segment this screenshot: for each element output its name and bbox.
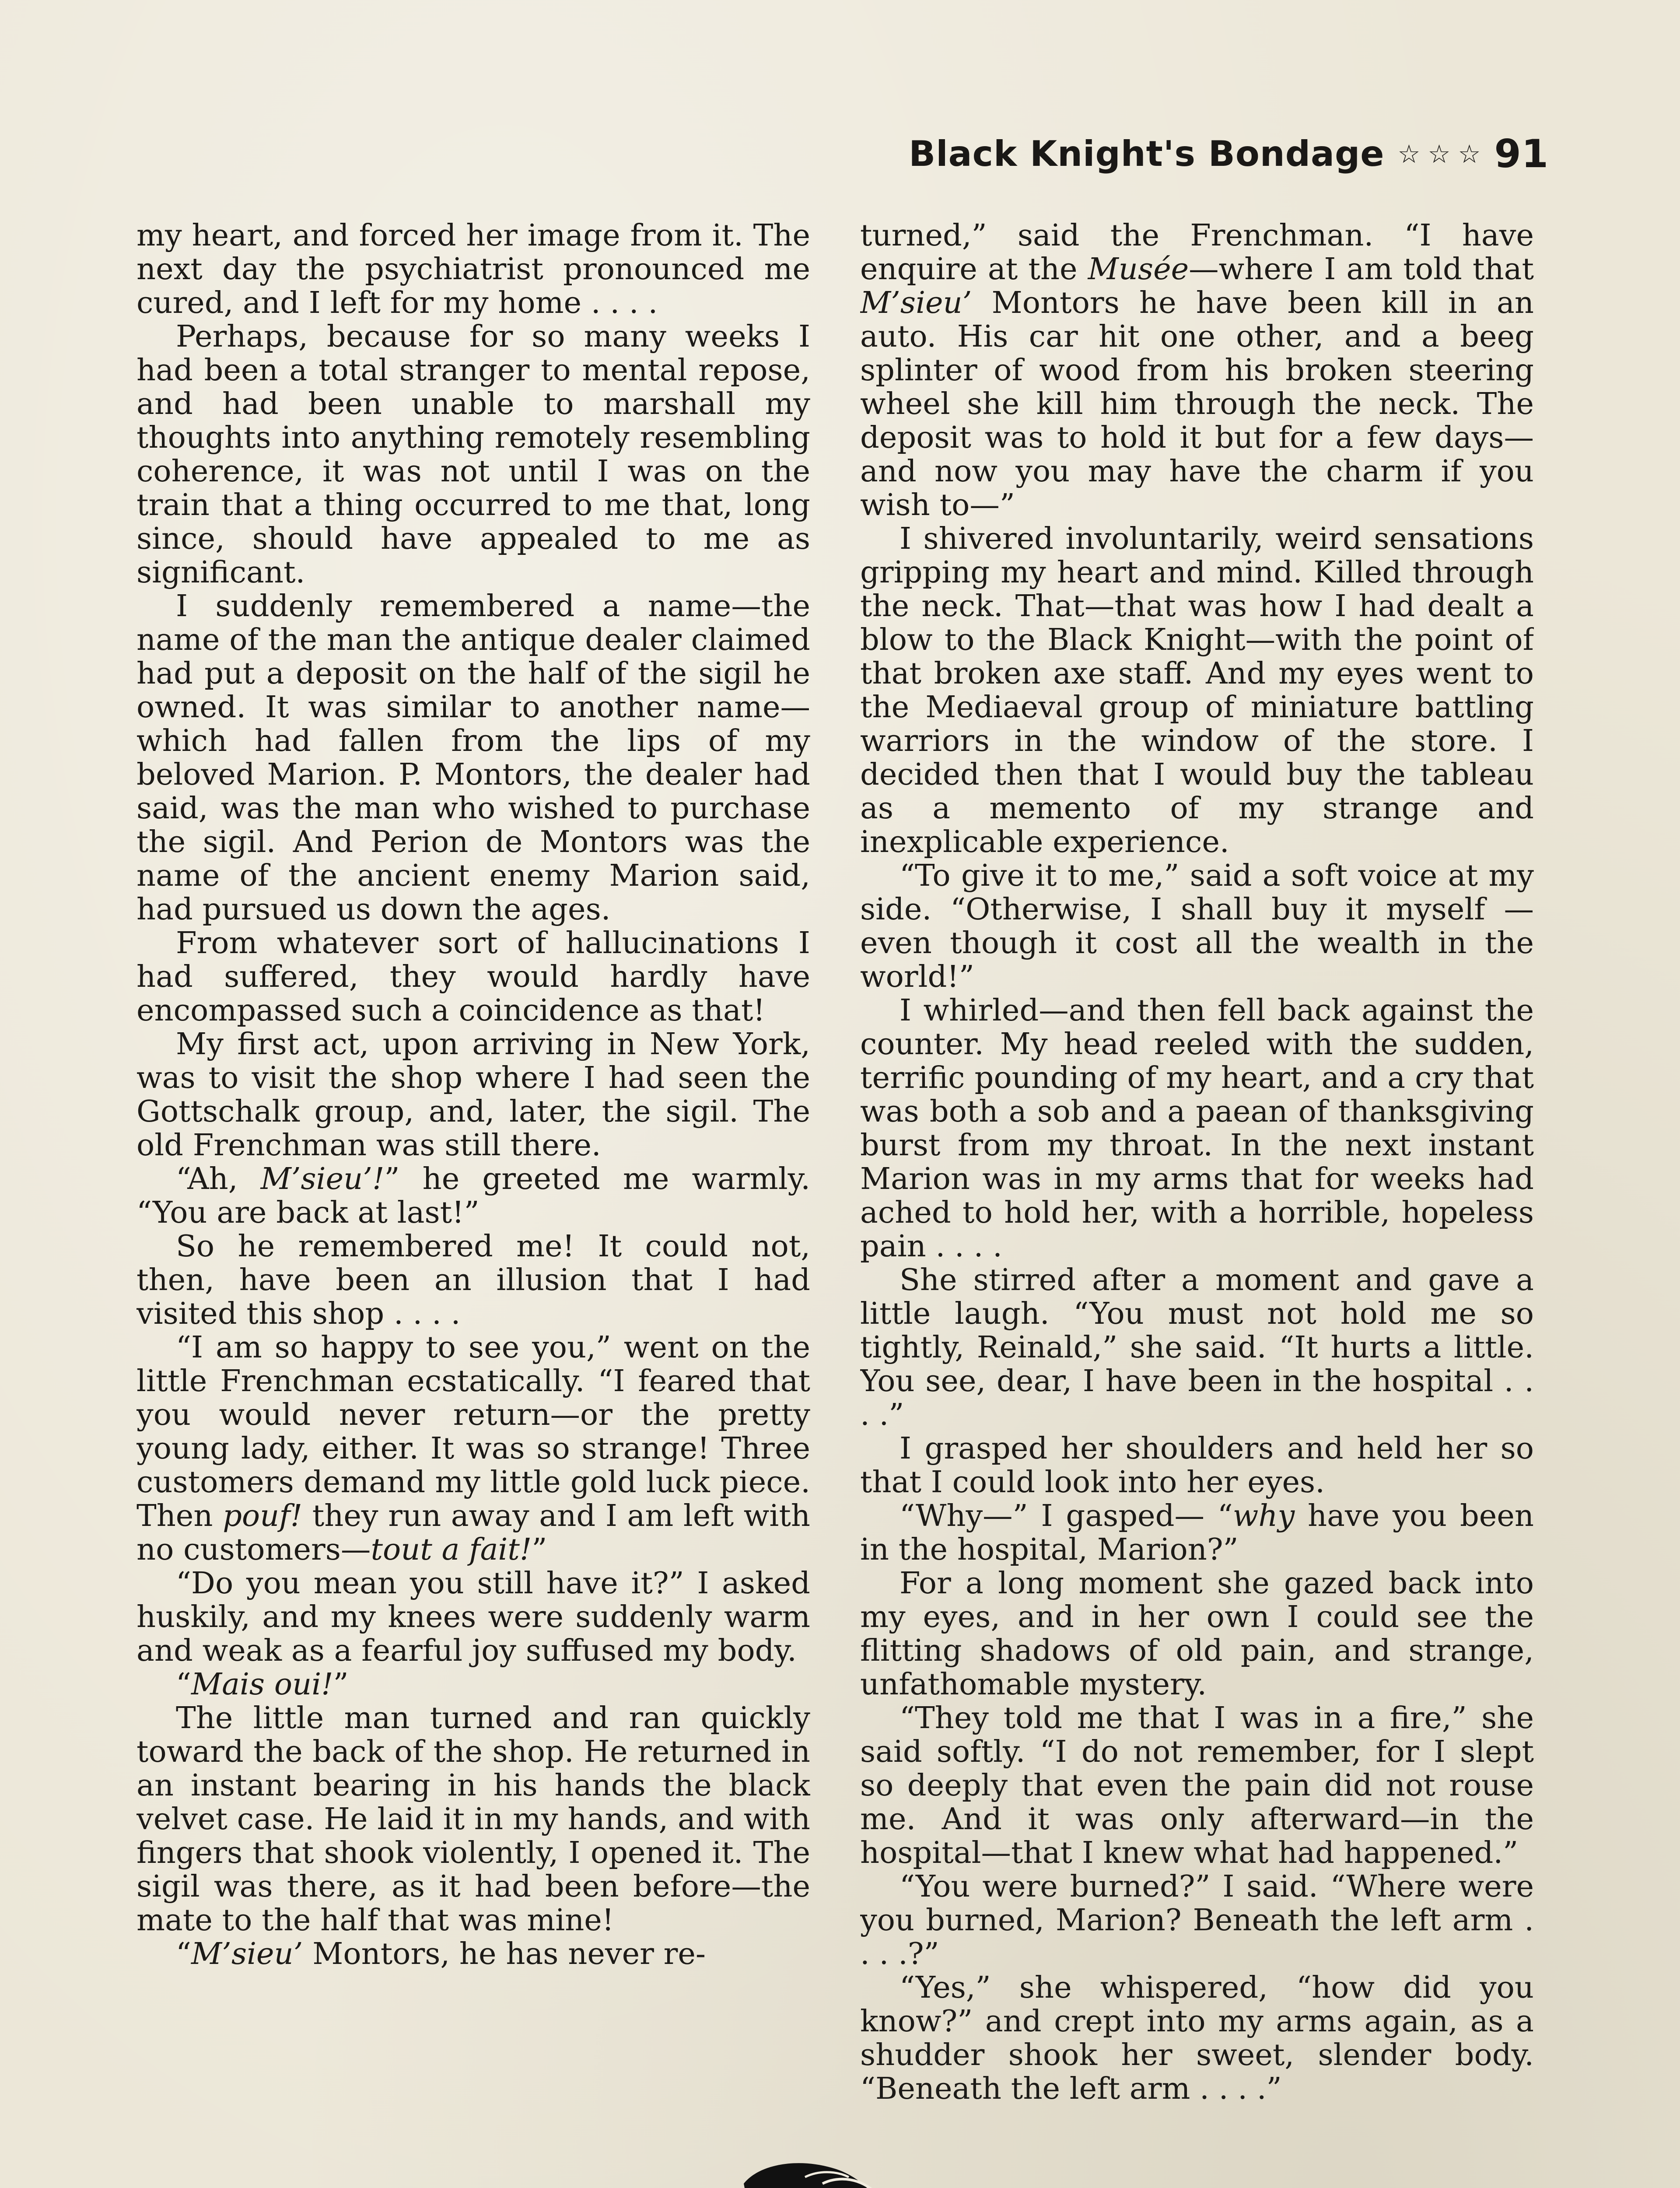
paragraph: My first act, upon arriving in New York, was to visit the shop where I had seen the Gottschalk group, and, later, the sigil. The old Frenchman was still there. — [136, 1027, 810, 1163]
paragraph: I suddenly remembered a name—the name of the man the antique dealer claimed had put a deposit on the half of the sigil he owned. It was similar to another name—which had fallen from the lips of my beloved Marion. P. Montors, the dealer had said, was the man who wished to purchase the sigil. And Perion de Montors was the name of the ancient enemy Marion said, had pursued us down the ages. — [136, 589, 810, 927]
paragraph: “Mais oui!” — [176, 1667, 349, 1702]
running-header — [909, 131, 1549, 176]
paragraph: “They told me that I was in a fire,” she said softly. “I do not remember, for I slept so deeply that even the pain did not rouse me. And it was only afterward—in the hospital—that I knew what had happened.” — [860, 1701, 1534, 1870]
paragraph: Perhaps, because for so many weeks I had been a total stranger to mental repose, and had been unable to marshall my thoughts into anything remotely resembling coherence, it was not until I was on the train that a thing occurred to me that, long since, should have appealed to me as significant. — [136, 319, 810, 590]
paragraph: So he remembered me! It could not, then, have been an illusion that I had visited this shop . . . . — [136, 1229, 810, 1331]
paragraph: my heart, and forced her image from it. The next day the psychiatrist pronounced me cured, and I left for my home . . . . — [136, 219, 810, 320]
star-icon: ☆ — [1397, 139, 1421, 169]
text-column-left — [136, 219, 810, 2166]
page-number: 91 — [1494, 131, 1549, 176]
knight-helmet-plume-icon — [709, 2157, 884, 2188]
paragraph: “Why—” I gasped— “why have you been in the hospital, Marion?” — [860, 1498, 1534, 1567]
paragraph: “I am so happy to see you,” went on the little Frenchman ecstatically. “I feared that you would never return—or the pretty young lady, either. It was so strange! Three customers demand my little gold luck piece. Then pouf! they run away and I am left with no customers—tout a fait!” — [136, 1330, 810, 1567]
paragraph: “Yes,” she whispered, “how did you know?” and crept into my arms again, as a shudder shook her sweet, slender body. “Beneath the left arm . . . .” — [860, 1970, 1534, 2106]
paragraph: “Do you mean you still have it?” I asked huskily, and my knees were suddenly warm and weak as a fearful joy suffused my body. — [136, 1566, 810, 1668]
paragraph: “You were burned?” I said. “Where were you burned, Marion? Beneath the left arm . . . .?” — [860, 1869, 1534, 1971]
star-ornaments — [1398, 139, 1481, 169]
star-icon: ☆ — [1458, 139, 1481, 169]
paragraph: I grasped her shoulders and held her so that I could look into her eyes. — [860, 1431, 1534, 1500]
paragraph: turned,” said the Frenchman. “I have enquire at the Musée—where I am told that M’sieu’ Montors he have been kill in an auto. His car hit one other, and a beeg splinter of wood from his broken steering wheel she kill him through the neck. The deposit was to hold it but for a few days—and now you may have the charm if you wish to—” — [860, 219, 1534, 522]
text-column-right — [860, 219, 1534, 2162]
star-icon: ☆ — [1428, 139, 1451, 169]
paragraph: I shivered involuntarily, weird sensations gripping my heart and mind. Killed through the neck. That—that was how I had dealt a blow to the Black Knight—with the point of that broken axe staff. And my eyes went to the Mediaeval group of miniature battling warriors in the window of the store. I decided then that I would buy the tableau as a memento of my strange and inexplicable experience. — [860, 521, 1534, 859]
story-title: Black Knight's Bondage — [909, 133, 1385, 174]
paragraph: “M’sieu’ Montors, he has never re- — [176, 1936, 706, 1971]
paragraph: “To give it to me,” said a soft voice at my side. “Otherwise, I shall buy it myself — even though it cost all the wealth in the world!” — [860, 858, 1534, 994]
paragraph: I whirled—and then fell back against the counter. My head reeled with the sudden, terrific pounding of my heart, and a cry that was both a sob and a paean of thanksgiving burst from my throat. In the next instant Marion was in my arms that for weeks had ached to hold her, with a horrible, hopeless pain . . . . — [860, 993, 1534, 1264]
paragraph: She stirred after a moment and gave a little laugh. “You must not hold me so tightly, Reinald,” she said. “It hurts a little. You see, dear, I have been in the hospital . . . .” — [860, 1262, 1534, 1432]
paragraph: The little man turned and ran quickly toward the back of the shop. He returned in an instant bearing in his hands the black velvet case. He laid it in my hands, and with fingers that shook violently, I opened it. The sigil was there, as it had been before—the mate to the half that was mine! — [136, 1701, 810, 1938]
paragraph: From whatever sort of hallucinations I had suffered, they would hardly have encompassed such a coincidence as that! — [136, 926, 810, 1028]
paragraph: “Ah, M’sieu’!” he greeted me warmly. “You are back at last!” — [136, 1161, 810, 1230]
paragraph: For a long moment she gazed back into my eyes, and in her own I could see the flitting shadows of old pain, and strange, unfathomable mystery. — [860, 1566, 1534, 1702]
